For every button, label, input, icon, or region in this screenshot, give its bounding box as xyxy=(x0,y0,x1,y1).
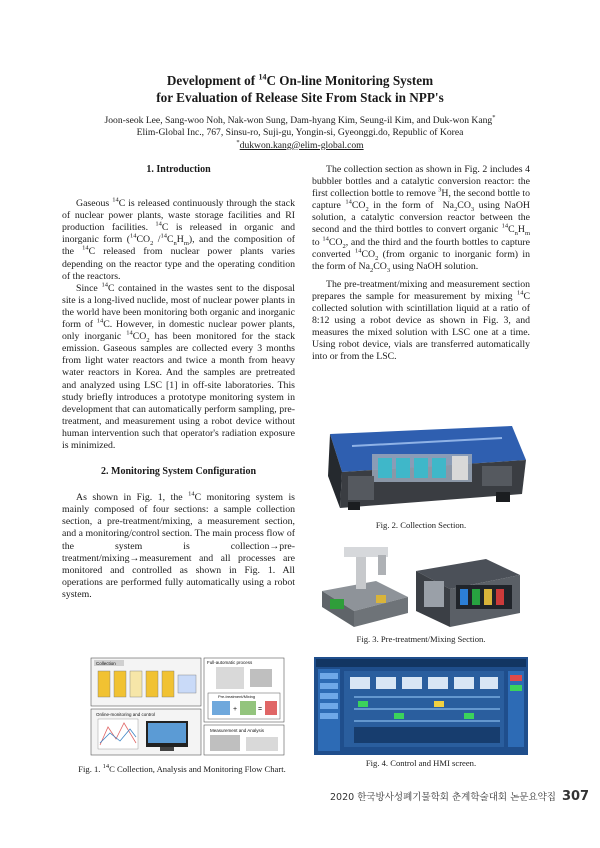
page-footer xyxy=(330,789,589,804)
figure-1-flow-chart xyxy=(90,657,286,757)
svg-text:+: + xyxy=(233,706,238,713)
left-column xyxy=(62,164,295,601)
figure-2-collection-render xyxy=(312,416,530,516)
author-list: Joon-seok Lee, Sang-woo Noh, Nak-won Sung, Dam-hyang Kim, Seung-il Kim, and Duk-won Kang* xyxy=(104,113,496,126)
fig1-label-online: Online-monitoring and control xyxy=(96,712,156,717)
config-paragraph-1: As shown in Fig. 1, the $^{14}$C monitoring system is mainly composed of four sections: a sample collection section, a pre-treatment/mixing, a measurement section, and a monitoring/control section. The main process flow of the system is collection→pre-treatment/mixing→measurement and all processes are monitored and controlled as shown in Fig. 1. All operations are performed fully automatically using a robot system. xyxy=(62,490,295,600)
svg-text:=: = xyxy=(258,706,263,713)
figure-2-caption: Fig. 2. Collection Section. xyxy=(375,520,467,530)
proceedings-title: 2020 한국방사성폐기물학회 춘계학술대회 논문요약집 xyxy=(330,792,556,803)
section-1-heading: 1. Introduction xyxy=(146,164,211,175)
figure-1-caption: Fig. 1. $^{14}$C Collection, Analysis and Monitoring Flow Chart. xyxy=(78,763,286,774)
email-link[interactable]: dukwon.kang@elim-global.com xyxy=(239,139,364,151)
author-block xyxy=(0,115,600,152)
page-number: 307 xyxy=(561,789,590,804)
figure-4-caption: Fig. 4. Control and HMI screen. xyxy=(365,758,477,768)
figure-4-hmi-screen xyxy=(314,657,528,755)
section-2-heading: 2. Monitoring System Configuration xyxy=(101,466,256,478)
right-column xyxy=(312,164,530,364)
fig1-label-measurement: Measurement and Analysis xyxy=(210,728,265,733)
email-line: *dukwon.kang@elim-global.com xyxy=(236,138,364,151)
paper-title: Development of $^{14}$C On-line Monitoring System for Evaluation of Release Site From Stack in NPP's xyxy=(156,72,444,105)
figure-3-caption: Fig. 3. Pre-treatment/Mixing Section. xyxy=(356,634,486,644)
figure-3-pretreatment-render xyxy=(316,541,526,631)
fig1-label-full-auto: Full-automatic process xyxy=(207,660,253,665)
config-paragraph-3: The pre-treatment/mixing and measurement section prepares the sample for measurement by mixing $^{14}$C collected solution with scintillation liquid at a ratio of 8:12 using a robot device as shown in Fig. 3, and measures the mixed solution with LSC one at a time. Using robot device, vials are transferred automatically into or from the LSC. xyxy=(312,278,530,363)
config-paragraph-2: The collection section as shown in Fig. 2 includes 4 bubbler bottles and a catalytic conversion reactor: the first collection bottle to remove $^3$H, the second bottle to capture $^{14}CO_2$ in the form of $Na_2CO_3$ using NaOH solution, a catalytic conversion reactor between the second and the third bottles to convert organic $^{14}C_nH_m$ to $^{14}CO_2$, and the third and the fourth bottles to capture converted $^{14}CO_2$ (from organic to inorganic form) in the form of $Na_2CO_3$ using NaOH solution. xyxy=(312,164,530,274)
fig1-label-collection: Collection xyxy=(96,661,116,666)
fig1-label-pretreat: Pre-treatment/Mixing xyxy=(218,694,256,699)
intro-paragraph-1: Gaseous $^{14}$C is released continuously through the stack of nuclear power plants, waste storage facilities and RI production facilities. $^{14}$C is released in organic and inorganic form ($^{14}CO_2$ $/^{14}C_nH_m$), and the composition of the $^{14}$C released from nuclear power plants varies depending on the reactor type and the operating condition of the reactors. xyxy=(62,196,295,282)
affiliation: Elim-Global Inc., 767, Sinsu-ro, Suji-gu, Yongin-si, Gyeonggi.do, Republic of Korea xyxy=(136,127,464,139)
intro-paragraph-2: Since $^{14}$C contained in the wastes sent to the disposal site is a long-lived nuclide, most of nuclear power plants in the world have been monitoring both organic and inorganic form of $^{14}$C. However, in domestic nuclear power plants, only inorganic $^{14}CO_2$ has been monitored for the stack emission. Gaseous samples are collected every 3 months from light water reactors and twice a month from heavy water reactors in Korea. And the samples are pretreated and analyzed using LSC [1] in off-site laboratories. This study briefly introduces a prototype monitoring system in development that can automatically perform sampling, pre-treatment, and measurement using a robot device without human intervention such that operator's radiation exposure is minimized. xyxy=(62,281,296,451)
